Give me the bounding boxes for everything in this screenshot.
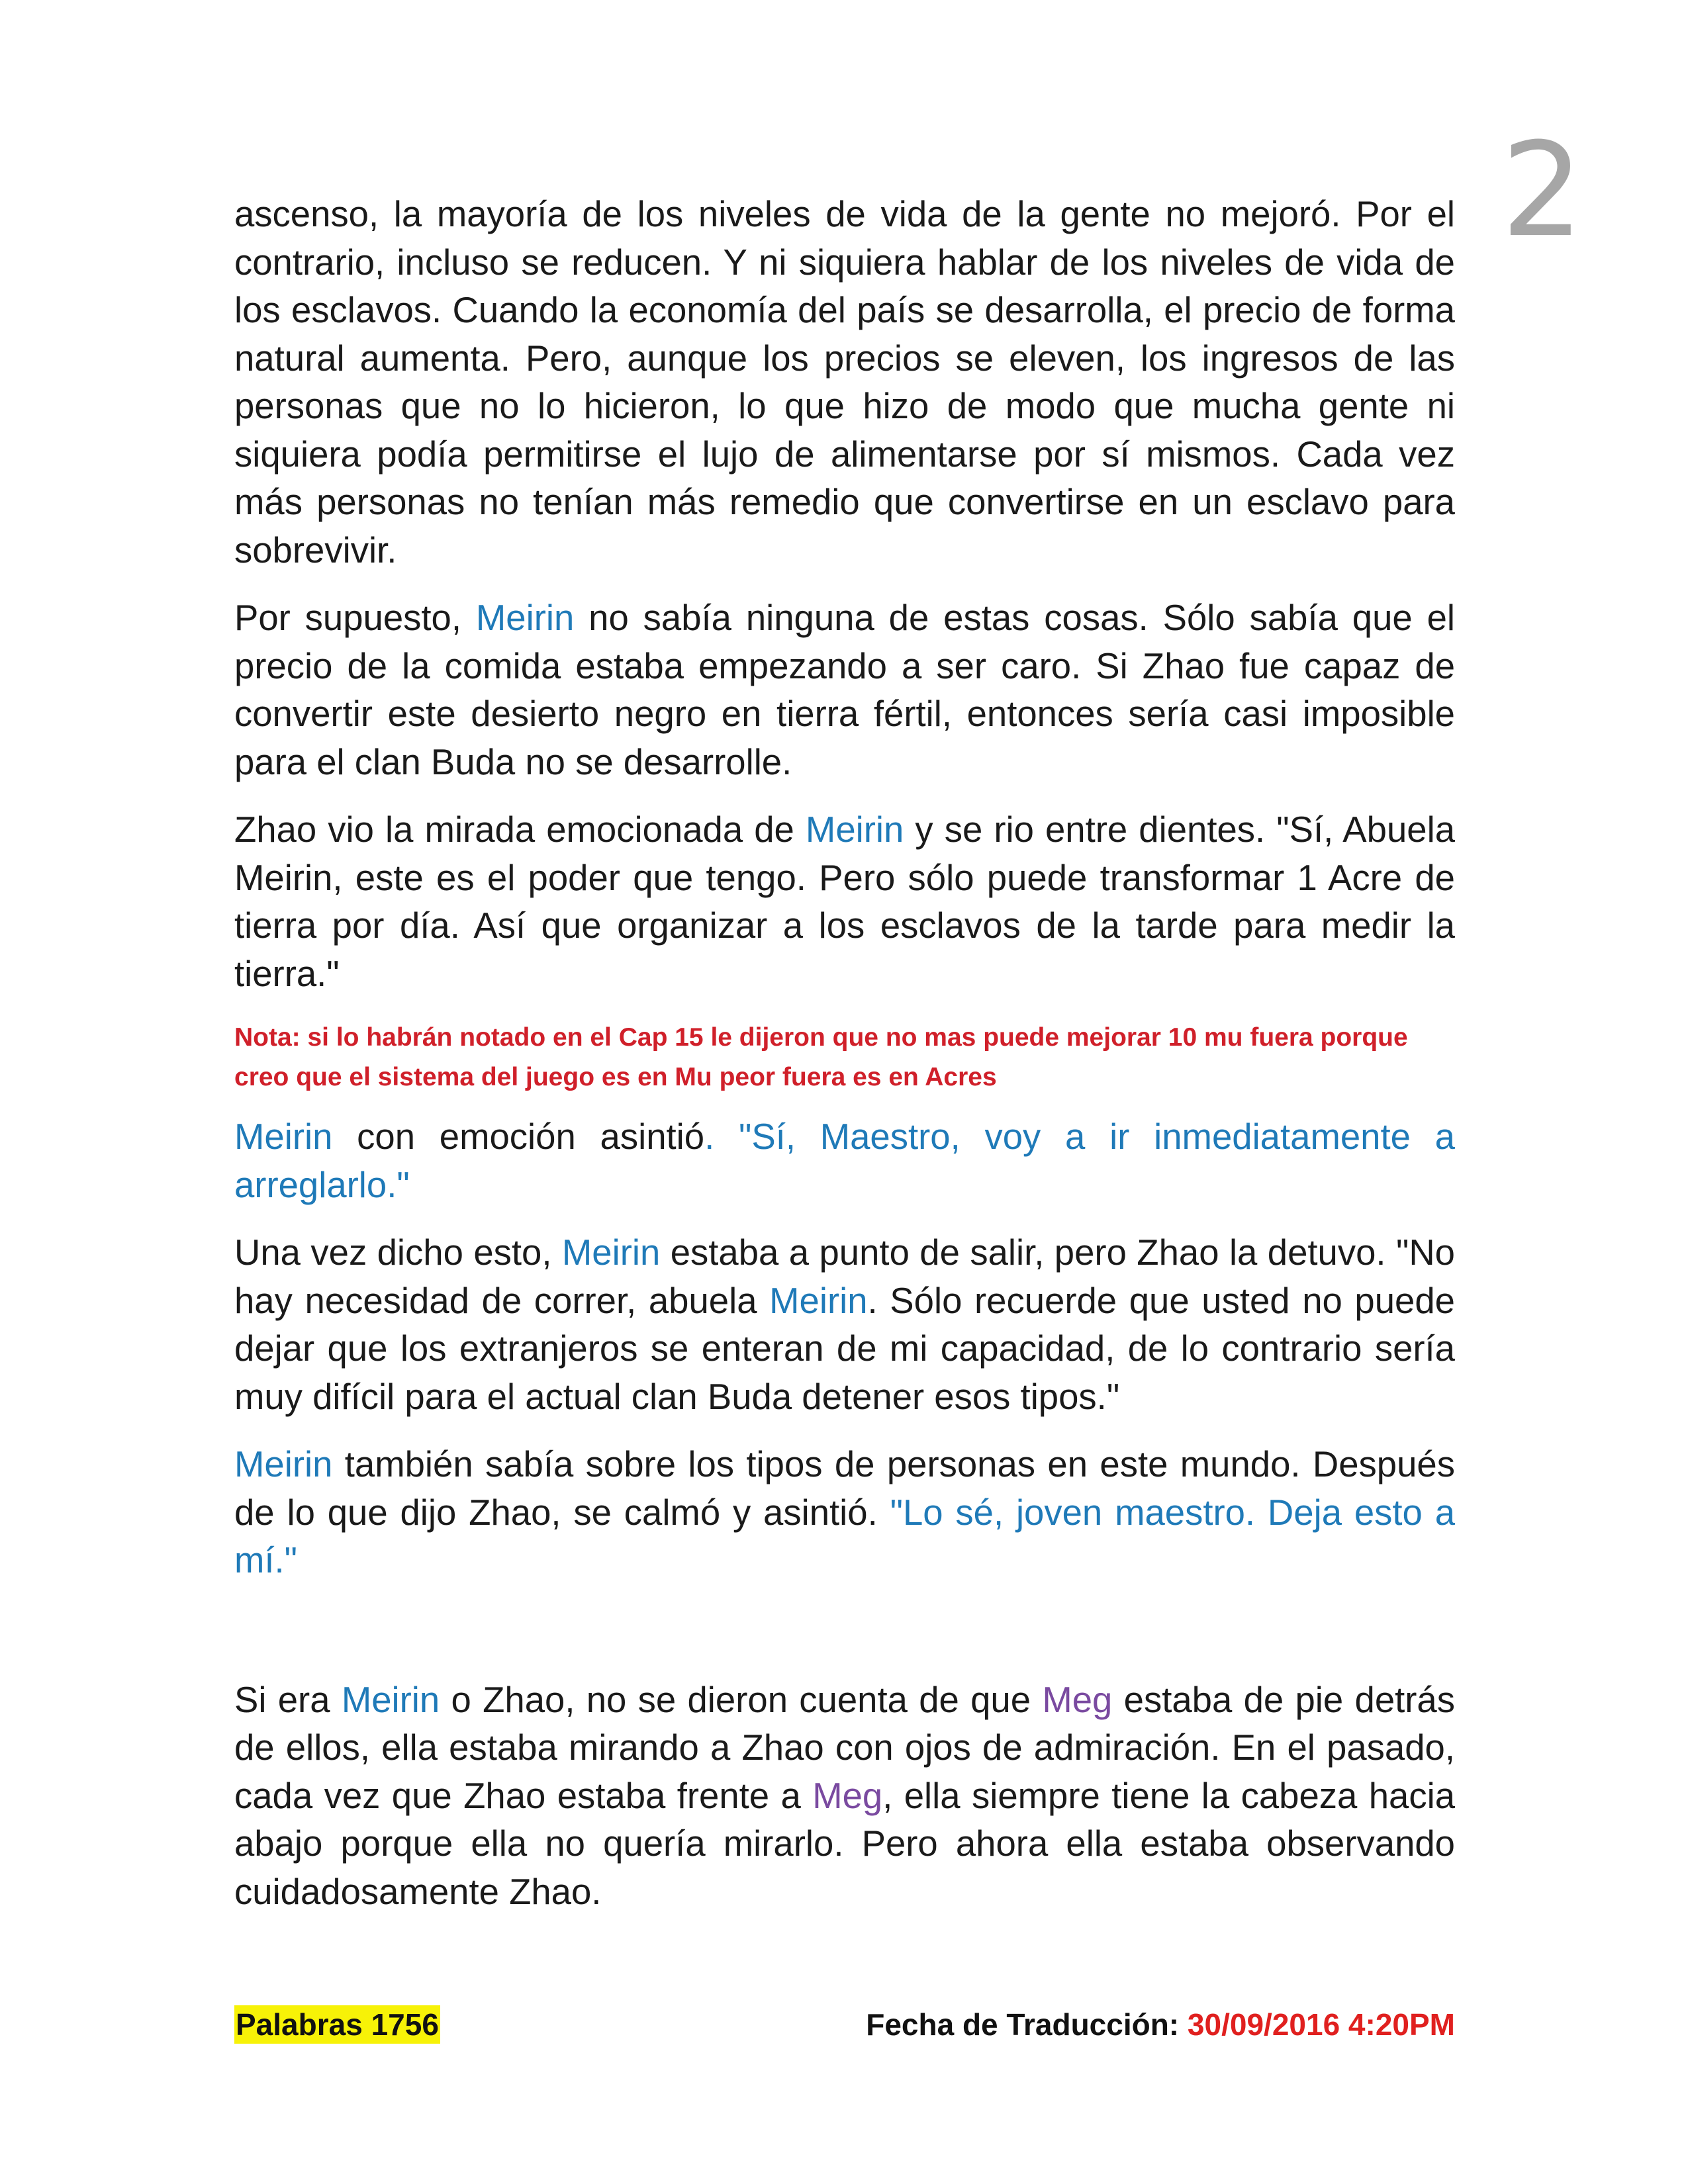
character-name-meirin: Meirin	[341, 1679, 440, 1720]
dialogue-quote: . "Sí, Maestro, voy a ir inmediatamente a arreglarlo."	[234, 1116, 1455, 1205]
character-name-meirin: Meirin	[769, 1280, 868, 1321]
translation-date-label: Fecha de Traducción:	[866, 2007, 1188, 2042]
word-count-badge: Palabras 1756	[234, 2005, 440, 2044]
paragraph-7-text-c: estaba de pie detrás de ellos, ella estaba mirando a Zhao con ojos de admiración. En el pasado, cada vez que Zhao estaba frente a	[234, 1679, 1455, 1816]
character-name-meirin: Meirin	[475, 598, 575, 638]
paragraph-1: ascenso, la mayoría de los niveles de vida de la gente no mejoró. Por el contrario, incluso se reducen. Y ni siquiera hablar de los niveles de vida de los esclavos. Cuando la economía del país se desarrolla, el precio de forma natural aumenta. Pero, aunque los precios se eleven, los ingresos de las personas que no lo hicieron, lo que hizo de modo que mucha gente ni siquiera podía permitirse el lujo de alimentarse por sí mismos. Cada vez más personas no tenían más remedio que convertirse en un esclavo para sobrevivir.	[234, 194, 1455, 570]
section-spacer	[234, 1605, 1455, 1676]
paragraph-5	[234, 1229, 1455, 1421]
translation-date	[866, 2005, 1455, 2044]
translation-date-value: 30/09/2016 4:20PM	[1187, 2007, 1455, 2042]
paragraph-2	[234, 594, 1455, 786]
paragraph-3-text-a: Zhao vio la mirada emocionada de	[234, 809, 806, 850]
character-name-meirin: Meirin	[561, 1232, 661, 1273]
paragraph-6	[234, 1441, 1455, 1585]
paragraph-4-text-a: con emoción asintió	[332, 1116, 705, 1157]
paragraph-5-text-c: . Sólo recuerde que usted no puede dejar que los extranjeros se enteran de mi capacidad, de lo contrario sería muy difícil para el actual clan Buda detener esos tipos."	[234, 1280, 1455, 1417]
document-body	[234, 191, 1455, 1936]
dialogue-quote: "Lo sé, joven maestro. Deja esto a mí."	[234, 1492, 1456, 1580]
paragraph-3	[234, 806, 1455, 998]
paragraph-7-text-a: Si era	[234, 1679, 342, 1720]
character-name-meg: Meg	[1042, 1679, 1113, 1720]
paragraph-2-text-a: Por supuesto,	[234, 598, 476, 638]
page-footer	[234, 2005, 1455, 2058]
translator-note: Nota: si lo habrán notado en el Cap 15 le dijeron que no mas puede mejorar 10 mu fuera porque creo que el sistema del juego es en Mu peor fuera es en Acres	[234, 1023, 1408, 1091]
character-name-meg: Meg	[812, 1775, 883, 1816]
character-name-meirin: Meirin	[234, 1444, 333, 1484]
paragraph-2-text-b: no sabía ninguna de estas cosas. Sólo sabía que el precio de la comida estaba empezando a ser caro. Si Zhao fue capaz de convertir este desierto negro en tierra fértil, entonces sería casi imposible para el clan Buda no se desarrolle.	[234, 598, 1456, 782]
paragraph-5-text-a: Una vez dicho esto,	[234, 1232, 562, 1273]
paragraph-5-text-b: estaba a punto de salir, pero Zhao la detuvo. "No hay necesidad de correr, abuela	[234, 1232, 1455, 1321]
paragraph-7-text-d: , ella siempre tiene la cabeza hacia abajo porque ella no quería mirarlo. Pero ahora ella estaba observando cuidadosamente Zhao.	[234, 1775, 1456, 1912]
character-name-meirin: Meirin	[805, 809, 904, 850]
paragraph-4	[234, 1113, 1455, 1209]
page-number: 2	[1501, 115, 1584, 266]
paragraph-7	[234, 1676, 1455, 1917]
paragraph-6-text-a: también sabía sobre los tipos de personas en este mundo. Después de lo que dijo Zhao, se calmó y asintió.	[234, 1444, 1455, 1533]
paragraph-3-text-b: y se rio entre dientes. "Sí, Abuela Meirin, este es el poder que tengo. Pero sólo puede transformar 1 Acre de tierra por día. Así que organizar a los esclavos de la tarde para medir la tierra."	[234, 809, 1456, 994]
paragraph-7-text-b: o Zhao, no se dieron cuenta de que	[440, 1679, 1043, 1720]
character-name-meirin: Meirin	[234, 1116, 333, 1157]
